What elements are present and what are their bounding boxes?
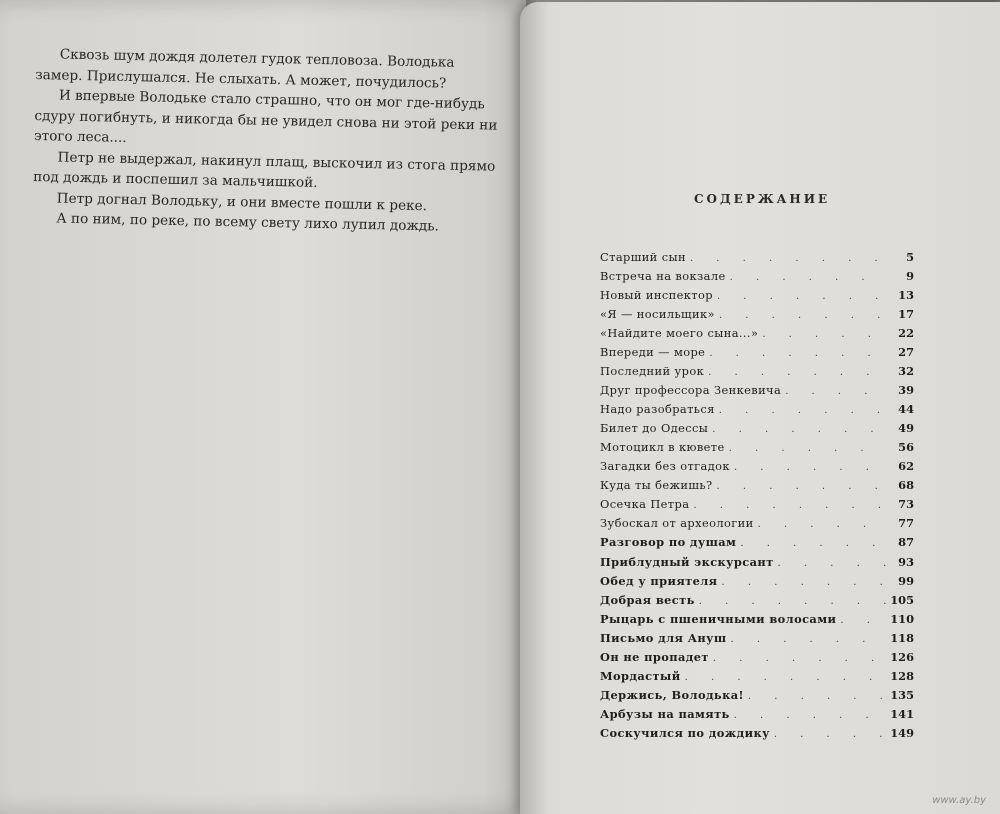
toc-entry-page: 128: [890, 668, 914, 683]
toc-entry-title: Впереди — море: [600, 345, 706, 360]
toc-entry: [600, 516, 914, 535]
toc-entry-page: 49: [898, 421, 914, 436]
toc-entry-title: Рыцарь с пшеничными волосами: [600, 611, 837, 626]
toc-entry-page: 27: [898, 345, 914, 360]
toc-entry-page: 32: [898, 364, 914, 379]
toc-entry-page: 17: [898, 307, 914, 322]
toc-entry-page: 62: [898, 459, 914, 474]
toc-entry: [600, 478, 914, 497]
toc-entry-page: 87: [898, 535, 914, 550]
toc-leader-dots: [708, 367, 886, 378]
toc-entry-page: 13: [898, 288, 914, 303]
toc-leader-dots: [712, 424, 886, 435]
toc-entry: [600, 440, 914, 459]
toc-entry: [600, 307, 914, 326]
toc-entry-title: Надо разобраться: [600, 402, 715, 417]
toc-entry-title: Приблудный экскурсант: [600, 554, 774, 569]
toc-leader-dots: [719, 405, 886, 416]
toc-entry-page: 135: [890, 687, 914, 702]
toc-entry-title: Мотоцикл в кювете: [600, 440, 725, 455]
toc-entry-title: Обед у приятеля: [600, 573, 718, 588]
toc-entry-title: Загадки без отгадок: [600, 459, 730, 474]
toc-leader-dots: [785, 386, 886, 397]
toc-leader-dots: [693, 500, 886, 511]
toc-entry: [600, 383, 914, 402]
paragraph: Петр не выдержал, накинул плащ, выскочил из стога прямо под дождь и поспешил за мальчишкой.: [33, 148, 496, 191]
toc-entry: [600, 326, 914, 345]
toc-entry-page: 141: [890, 706, 914, 721]
toc-entry-page: 110: [890, 611, 914, 626]
toc-entry: [600, 688, 914, 707]
toc-leader-dots: [840, 615, 886, 626]
toc-entry: [600, 650, 914, 669]
toc-entry-title: Друг профессора Зенкевича: [600, 383, 782, 398]
toc-entry-page: 99: [898, 573, 914, 588]
toc-leader-dots: [719, 310, 886, 321]
toc-entry-page: 39: [898, 383, 914, 398]
watermark: www.ay.by: [932, 795, 986, 806]
toc-leader-dots: [778, 558, 886, 569]
toc-leader-dots: [722, 577, 887, 588]
toc-entry-title: Арбузы на память: [600, 706, 730, 721]
toc-entry: [600, 707, 914, 726]
toc-entry-title: «Я — носильщик»: [600, 307, 715, 322]
toc-leader-dots: [730, 634, 886, 645]
toc-entry-title: Соскучился по дождику: [600, 725, 770, 740]
toc-entry-title: Зубоскал от археологии: [600, 516, 754, 531]
toc-entry-title: Билет до Одессы: [600, 421, 709, 436]
toc-entry-page: 105: [890, 592, 914, 607]
toc-entry-title: Мордастый: [600, 668, 681, 683]
toc-entry: [600, 269, 914, 288]
toc-entry: [600, 364, 914, 383]
toc-leader-dots: [774, 729, 886, 740]
toc-entry-title: «Найдите моего сына...»: [600, 326, 759, 341]
toc-entry-title: Встреча на вокзале: [600, 269, 726, 284]
toc-entry-title: Последний урок: [600, 364, 705, 379]
toc-entry: [600, 421, 914, 440]
toc-leader-dots: [709, 348, 886, 359]
toc-leader-dots: [690, 253, 886, 264]
toc-leader-dots: [740, 538, 886, 549]
toc-entry-page: 149: [890, 725, 914, 740]
paragraph: Петр догнал Володьку, и они вместе пошли к реке.: [56, 189, 428, 214]
toc-entry: [600, 612, 914, 631]
story-text: [32, 44, 506, 238]
toc-entry: [600, 631, 914, 650]
toc-entry-page: 44: [898, 402, 914, 417]
contents-heading: СОДЕРЖАНИЕ: [694, 192, 831, 206]
toc-leader-dots: [717, 481, 887, 492]
toc-entry-title: Он не пропадет: [600, 649, 709, 664]
table-of-contents: [600, 250, 914, 745]
toc-entry-page: 68: [898, 478, 914, 493]
toc-entry: [600, 402, 914, 421]
toc-leader-dots: [713, 653, 886, 664]
toc-leader-dots: [762, 329, 886, 340]
toc-entry: [600, 535, 914, 554]
toc-entry-title: Новый инспектор: [600, 288, 713, 303]
toc-entry-page: 56: [898, 440, 914, 455]
toc-entry-page: 93: [898, 554, 914, 569]
toc-entry: [600, 497, 914, 516]
toc-leader-dots: [685, 672, 886, 683]
toc-leader-dots: [717, 291, 886, 302]
toc-leader-dots: [734, 710, 886, 721]
toc-leader-dots: [729, 443, 886, 454]
toc-entry: [600, 669, 914, 688]
toc-entry-page: 118: [890, 630, 914, 645]
toc-entry-page: 126: [890, 649, 914, 664]
toc-leader-dots: [730, 272, 886, 283]
toc-entry: [600, 593, 914, 612]
toc-entry-page: 77: [898, 516, 914, 531]
toc-leader-dots: [734, 462, 886, 473]
toc-entry-title: Куда ты бежишь?: [600, 478, 713, 493]
toc-leader-dots: [758, 519, 886, 530]
toc-entry: [600, 250, 914, 269]
toc-entry: [600, 459, 914, 478]
toc-entry: [600, 288, 914, 307]
toc-entry-page: 22: [898, 326, 914, 341]
toc-leader-dots: [699, 596, 886, 607]
toc-entry: [600, 574, 914, 593]
toc-entry-title: Добрая весть: [600, 592, 695, 607]
toc-leader-dots: [748, 691, 886, 702]
paragraph: А по ним, по реке, по всему свету лихо лупил дождь.: [56, 210, 440, 235]
toc-entry-page: 9: [906, 269, 914, 284]
paragraph: Сквозь шум дождя долетел гудок тепловоза. Володька замер. Прислушался. Не слыхать. А может, почудилось?: [35, 46, 455, 92]
toc-entry-title: Держись, Володька!: [600, 687, 744, 702]
toc-entry: [600, 555, 914, 574]
toc-entry-title: Осечка Петра: [600, 497, 690, 512]
toc-entry-page: 5: [906, 250, 914, 264]
paragraph: И впервые Володьке стало страшно, что он мог где-нибудь сдуру погибнуть, и никогда бы не увидел снова ни этой реки ни этого леса....: [33, 87, 498, 146]
toc-entry-title: Старший сын: [600, 250, 686, 264]
toc-entry: [600, 345, 914, 364]
toc-entry: [600, 726, 914, 745]
toc-entry-title: Письмо для Ануш: [600, 630, 727, 645]
toc-entry-title: Разговор по душам: [600, 535, 737, 550]
toc-entry-page: 73: [898, 497, 914, 512]
